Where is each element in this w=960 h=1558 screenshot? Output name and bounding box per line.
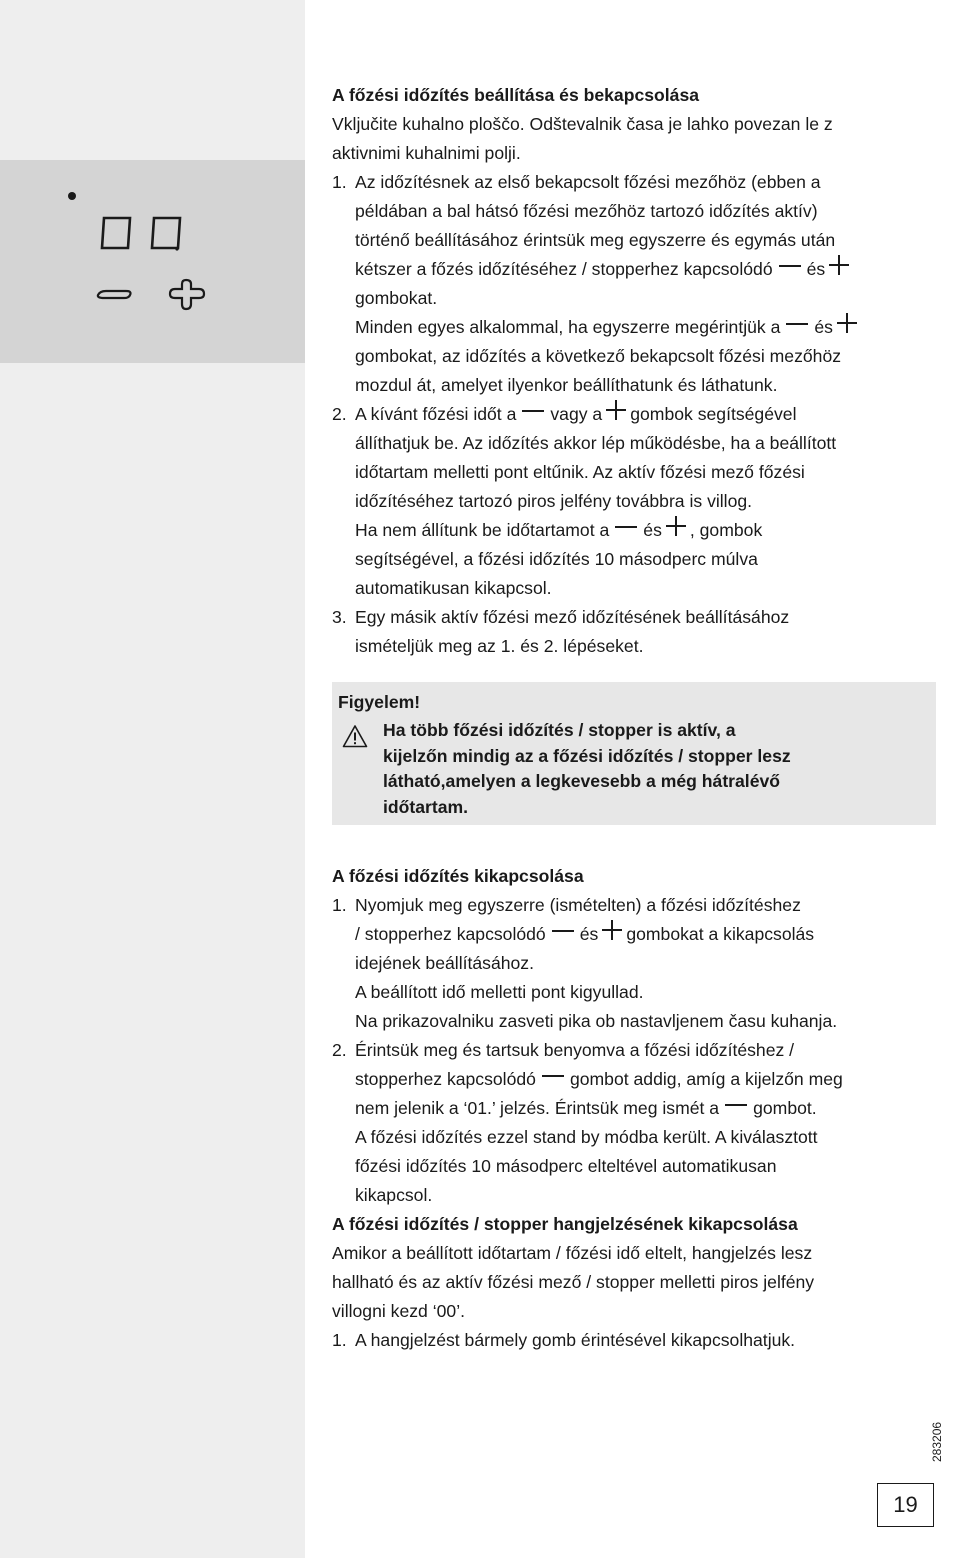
step-text: és bbox=[643, 520, 662, 540]
step-number: 2. bbox=[332, 1040, 347, 1060]
step-line: segítségével, a főzési időzítés 10 másodperc múlva bbox=[355, 549, 758, 569]
step-text: Az időzítésnek az első bekapcsolt főzési mezőhöz (ebben a bbox=[355, 172, 821, 192]
warning-line: kijelzőn mindig az a főzési időzítés / stopper lesz bbox=[383, 745, 791, 766]
step-text: , gombok bbox=[689, 520, 763, 540]
plus-icon bbox=[666, 516, 686, 536]
step-line: gombokat, az időzítés a következő bekapcsolt főzési mezőhöz bbox=[355, 346, 842, 366]
paragraph-line: aktivnimi kuhalnimi polji. bbox=[332, 143, 521, 163]
plus-icon bbox=[606, 400, 626, 420]
warning-title: Figyelem! bbox=[338, 692, 421, 712]
paragraph-line: hallható és az aktív főzési mező / stopper melletti piros jelfény bbox=[332, 1272, 815, 1292]
step-line: kikapcsol. bbox=[355, 1185, 433, 1205]
warning-line: látható,amelyen a legkevesebb a még hátralévő bbox=[383, 771, 781, 791]
step-text: Egy másik aktív főzési mező időzítésének beállításához bbox=[355, 607, 790, 627]
step-line: példában a bal hátsó főzési mezőhöz tartozó időzítés aktív) bbox=[355, 201, 818, 221]
warning-triangle-icon bbox=[342, 724, 368, 748]
step-line: gombokat. bbox=[355, 288, 438, 308]
step-text: gombokat a kikapcsolás bbox=[626, 924, 815, 944]
step-line bbox=[332, 313, 861, 342]
section-timer-off bbox=[332, 862, 843, 1355]
step-number: 2. bbox=[332, 404, 347, 424]
display-digits-icon bbox=[102, 218, 180, 248]
minus-button-icon bbox=[98, 291, 131, 298]
step-line: időtartam melletti pont eltűnik. Az aktív főzési mező főzési bbox=[355, 462, 805, 482]
step-number: 3. bbox=[332, 607, 347, 627]
step-text: Érintsük meg és tartsuk benyomva a főzési időzítéshez / bbox=[355, 1040, 795, 1060]
plus-icon bbox=[829, 255, 849, 275]
step-text: stopperhez kapcsolódó bbox=[355, 1069, 536, 1089]
step-line bbox=[332, 1036, 843, 1065]
control-panel-illustration bbox=[0, 160, 305, 363]
step-text: Ha nem állítunk be időtartamot a bbox=[355, 520, 610, 540]
section-title: A főzési időzítés kikapcsolása bbox=[332, 866, 584, 886]
document-code: 283206 bbox=[930, 1421, 944, 1462]
control-panel-svg bbox=[0, 160, 305, 363]
step-text: A kívánt főzési időt a bbox=[355, 404, 517, 424]
step-line bbox=[332, 891, 843, 920]
minus-icon bbox=[779, 261, 801, 275]
step-line bbox=[332, 1094, 843, 1123]
step-line bbox=[332, 603, 861, 632]
step-line: idejének beállításához. bbox=[355, 953, 534, 973]
minus-icon bbox=[542, 1071, 564, 1085]
step-line: ismételjük meg az 1. és 2. lépéseket. bbox=[355, 636, 644, 656]
plus-icon bbox=[602, 920, 622, 940]
plus-button-icon bbox=[170, 280, 204, 309]
step-text: vagy a bbox=[550, 404, 603, 424]
paragraph-line: villogni kezd ‘00’. bbox=[332, 1301, 466, 1321]
step-text: gombok segítségével bbox=[630, 404, 797, 424]
step-text: A hangjelzést bármely gomb érintésével kikapcsolhatjuk. bbox=[355, 1330, 796, 1350]
section-timer-setup bbox=[332, 81, 861, 661]
step-line bbox=[332, 516, 861, 545]
step-line bbox=[332, 168, 861, 197]
minus-icon bbox=[786, 319, 808, 333]
step-text: és bbox=[806, 259, 826, 279]
step-line bbox=[332, 1065, 843, 1094]
step-text: és bbox=[579, 924, 599, 944]
section-title: A főzési időzítés beállítása és bekapcsolása bbox=[332, 85, 700, 105]
step-number: 1. bbox=[332, 172, 347, 192]
step-line: állíthatjuk be. Az időzítés akkor lép működésbe, ha a beállított bbox=[355, 433, 837, 453]
minus-icon bbox=[615, 522, 637, 536]
step-line: A főzési időzítés ezzel stand by módba került. A kiválasztott bbox=[355, 1127, 818, 1147]
step-number: 1. bbox=[332, 1330, 347, 1350]
page-number: 19 bbox=[877, 1483, 934, 1527]
timer-dot-icon bbox=[68, 192, 76, 200]
step-line: történő beállításához érintsük meg egyszerre és egymás után bbox=[355, 230, 836, 250]
step-text: gombot addig, amíg a kijelzőn meg bbox=[569, 1069, 843, 1089]
warning-line: időtartam. bbox=[383, 796, 469, 817]
step-text: nem jelenik a ‘01.’ jelzés. Érintsük meg ismét a bbox=[355, 1098, 720, 1118]
paragraph-line: Vključite kuhalno ploščo. Odštevalnik časa je lahko povezan le z bbox=[332, 114, 833, 134]
step-text: kétszer a főzés időzítéséhez / stopperhez kapcsolódó bbox=[355, 259, 773, 279]
step-line bbox=[332, 920, 843, 949]
minus-icon bbox=[522, 406, 544, 420]
step-line: főzési időzítés 10 másodperc elteltével automatikusan bbox=[355, 1156, 777, 1176]
step-number: 1. bbox=[332, 895, 347, 915]
step-line: időzítéséhez tartozó piros jelfény továbbra is villog. bbox=[355, 491, 753, 511]
plus-icon bbox=[837, 313, 857, 333]
minus-icon bbox=[552, 926, 574, 940]
step-text: Minden egyes alkalommal, ha egyszerre megérintjük a bbox=[355, 317, 781, 337]
warning-line: Ha több főzési időzítés / stopper is aktív, a bbox=[383, 720, 736, 740]
warning-box bbox=[332, 682, 936, 825]
step-line: automatikusan kikapcsol. bbox=[355, 578, 552, 598]
section-title: A főzési időzítés / stopper hangjelzésének kikapcsolása bbox=[332, 1214, 798, 1234]
step-text: gombot. bbox=[753, 1098, 817, 1118]
step-line bbox=[332, 255, 861, 284]
step-line bbox=[332, 400, 861, 429]
step-text: és bbox=[814, 317, 833, 337]
warning-text bbox=[383, 718, 791, 820]
step-text: / stopperhez kapcsolódó bbox=[355, 924, 546, 944]
paragraph-line: Amikor a beállított időtartam / főzési idő eltelt, hangjelzés lesz bbox=[332, 1243, 813, 1263]
step-line: Na prikazovalniku zasveti pika ob nastavljenem času kuhanja. bbox=[355, 1011, 838, 1031]
step-line: A beállított idő melletti pont kigyullad. bbox=[355, 982, 644, 1002]
step-line bbox=[332, 1326, 843, 1355]
minus-icon bbox=[725, 1100, 747, 1114]
step-text: Nyomjuk meg egyszerre (ismételten) a főzési időzítéshez bbox=[355, 895, 801, 915]
step-line: mozdul át, amelyet ilyenkor beállíthatunk és láthatunk. bbox=[355, 375, 778, 395]
